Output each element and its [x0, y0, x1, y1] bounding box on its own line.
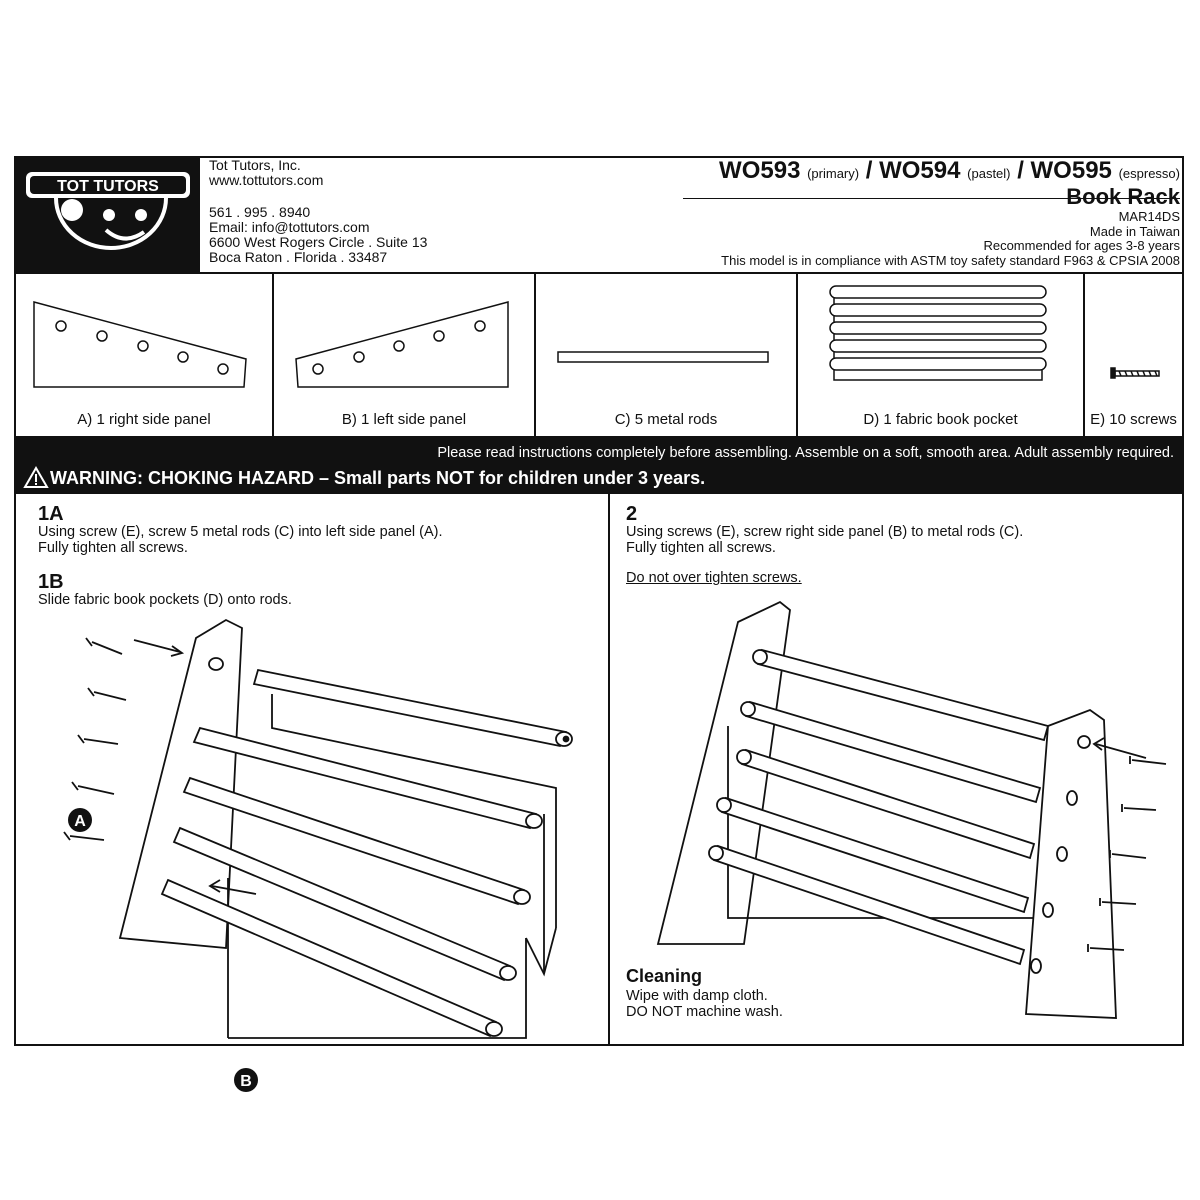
company-info [209, 158, 427, 265]
step-1a-text [38, 524, 443, 556]
callout-a-icon [68, 808, 92, 832]
step-1a-line1: Using screw (E), screw 5 metal rods (C) into left side panel (A). [38, 524, 443, 540]
model-title [719, 158, 1180, 207]
product-compliance: This model is in compliance with ASTM toy safety standard F963 & CPSIA 2008 [721, 252, 1180, 268]
callout-b-text: B [240, 1073, 252, 1090]
model-separator: / [1017, 157, 1024, 184]
header-rule [683, 198, 1180, 199]
part-fabric-pocket [798, 274, 1085, 436]
company-phone: 561 . 995 . 8940 [209, 204, 311, 220]
model-codes [719, 158, 1180, 187]
company-address-2: Boca Raton . Florida . 33487 [209, 249, 388, 265]
product-code: MAR14DS [1118, 209, 1180, 224]
part-label: D) 1 fabric book pocket [863, 411, 1018, 428]
warning-label: WARNING: CHOKING HAZARD [50, 468, 314, 488]
callout-a-text: A [74, 813, 86, 830]
step-1a-line2: Fully tighten all screws. [38, 540, 188, 556]
callout-b-icon [234, 1068, 258, 1092]
warning-detail: – Small parts NOT for children under 3 years. [313, 468, 706, 488]
part-label: B) 1 left side panel [341, 411, 467, 428]
step-2-line1: Using screws (E), screw right side panel (B) to metal rods (C). [626, 524, 1024, 540]
product-name: Book Rack [1066, 184, 1180, 209]
step-2-title: 2 [626, 503, 638, 525]
company-name: Tot Tutors, Inc. [209, 157, 301, 173]
cleaning-line1: Wipe with damp cloth. [626, 988, 768, 1004]
cleaning-line2: DO NOT machine wash. [626, 1004, 783, 1020]
company-email: Email: info@tottutors.com [209, 219, 370, 235]
model-separator: / [865, 157, 873, 184]
step-2-note: Do not over tighten screws. [626, 570, 802, 586]
assembly-notice: Please read instructions completely before assembling. Assemble on a soft, smooth area. Adult assembly required. [437, 445, 1174, 461]
instruction-sheet [14, 156, 1184, 1090]
right-side-panel-icon [16, 274, 272, 404]
cleaning-title: Cleaning [626, 966, 703, 986]
model-variant-2: (pastel) [967, 166, 1011, 181]
warning-banner [16, 438, 1182, 494]
product-meta [721, 210, 1180, 268]
step-1-illustration [36, 618, 606, 1090]
part-label: E) 10 screws [1090, 411, 1177, 428]
company-address-1: 6600 West Rogers Circle . Suite 13 [209, 234, 428, 250]
model-code-3: WO595 [1030, 157, 1112, 184]
fabric-pocket-icon [798, 274, 1083, 409]
cleaning-text [626, 988, 783, 1020]
step-divider [608, 494, 610, 1046]
company-website: www.tottutors.com [209, 172, 324, 188]
step-2-line2: Fully tighten all screws. [626, 540, 776, 556]
tot-tutors-logo-icon [16, 158, 200, 272]
logo-text: TOT TUTORS [57, 178, 159, 195]
part-label: A) 1 right side panel [77, 411, 211, 428]
brand-logo [16, 158, 200, 272]
step-2-text [626, 524, 1023, 556]
part-metal-rods [536, 274, 798, 436]
left-side-panel-icon [274, 274, 534, 404]
screw-icon [1085, 274, 1182, 404]
step-1b-title: 1B [38, 571, 64, 593]
choking-warning [24, 466, 705, 489]
model-code-2: WO594 [879, 157, 961, 184]
model-variant-1: (primary) [807, 166, 860, 181]
warning-triangle-icon [24, 466, 48, 488]
metal-rod-icon [536, 274, 796, 404]
screw-icon [64, 638, 126, 840]
part-left-side-panel [274, 274, 536, 436]
product-ages: Recommended for ages 3-8 years [983, 238, 1180, 253]
part-screws [1085, 274, 1182, 436]
product-origin: Made in Taiwan [1089, 223, 1180, 239]
model-code-1: WO593 [719, 157, 801, 184]
parts-list [16, 272, 1182, 438]
model-variant-3: (espresso) [1118, 166, 1180, 181]
part-label: C) 5 metal rods [614, 411, 718, 428]
part-right-side-panel [16, 274, 274, 436]
step-1a-title: 1A [38, 503, 64, 525]
step-1b-text: Slide fabric book pockets (D) onto rods. [38, 592, 292, 608]
